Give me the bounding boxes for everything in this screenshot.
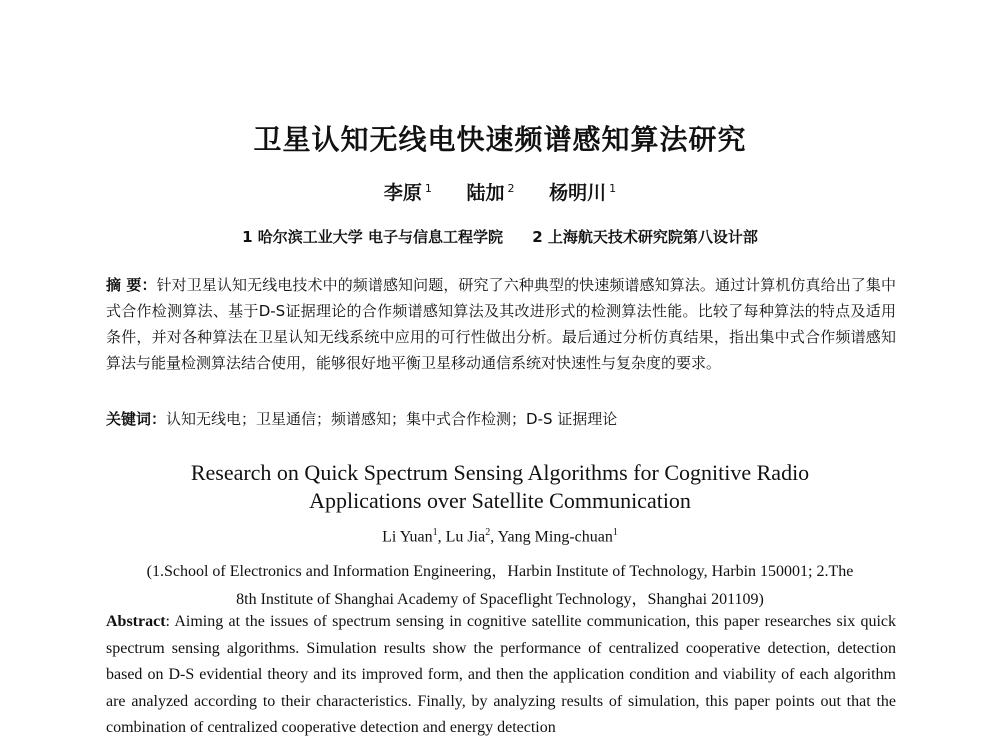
english-author: Lu Jia	[445, 528, 486, 546]
chinese-affiliation: 1 哈尔滨工业大学 电子与信息工程学院	[242, 228, 503, 246]
english-title-line: Research on Quick Spectrum Sensing Algorithms for Cognitive Radio	[190, 460, 810, 485]
chinese-title: 卫星认知无线电快速频谱感知算法研究	[253, 123, 747, 156]
english-author: Yang Ming-chuan	[497, 528, 613, 546]
chinese-author: 杨明川 $^1$	[549, 181, 617, 204]
chinese-affiliations	[0, 226, 1000, 247]
chinese-abstract-text: 针对卫星认知无线电技术中的频谱感知问题，研究了六种典型的快速频谱感知算法。通过计算机仿真给出了集中式合作检测算法、基于D-S证据理论的合作频谱感知算法及其改进形式的检测算法性能。比较了每种算法的特点及适用条件，并对各种算法在卫星认知无线系统中应用的可行性做出分析。最后通过分析仿真结果，指出集中式合作频谱感知算法与能量检测算法结合使用，能够很好地平衡卫星移动通信系统对快速性与复杂度的要求。	[106, 276, 896, 372]
english-author: Li Yuan	[382, 528, 433, 546]
english-affiliation-line: (1.School of Electronics and Information Engineering，Harbin Institute of Technology, Harbin 150001; 2.The	[146, 563, 854, 580]
english-title-line: Applications over Satellite Communication	[309, 488, 691, 513]
chinese-keywords-text: 认知无线电；卫星通信；频谱感知；集中式合作检测；D-S 证据理论	[166, 410, 618, 428]
english-abstract-text: : Aiming at the issues of spectrum sensing in cognitive satellite communication, this paper researches six quick spectrum sensing algorithms. Simulation results show the performance of centralized cooperative detection, detection based on D-S evidential theory and its improved form, and then the application condition and viability of each algorithm are analyzed according to their characteristics. Finally, by analyzing results of simulation, this paper points out that the combination of centralized cooperative detection and energy detection	[106, 613, 896, 736]
chinese-keywords	[106, 406, 896, 432]
english-abstract	[106, 609, 896, 742]
chinese-affiliation: 2 上海航天技术研究院第八设计部	[532, 228, 758, 246]
chinese-keywords-label: 关键词：	[106, 410, 167, 428]
english-affiliations	[90, 558, 910, 614]
english-title	[0, 459, 1000, 515]
english-affiliation-line: 8th Institute of Shanghai Academy of Spaceflight Technology，Shanghai 201109)	[236, 591, 764, 608]
chinese-abstract	[106, 272, 896, 376]
chinese-authors	[0, 178, 1000, 205]
chinese-abstract-label: 摘 要：	[106, 276, 157, 294]
english-authors: Li Yuan$^1$, Lu Jia$^2$, Yang Ming-chuan$^1$	[382, 527, 618, 546]
chinese-author: 陆加 $^2$	[466, 181, 515, 204]
chinese-author: 李原 $^1$	[383, 181, 432, 204]
english-abstract-label: Abstract	[106, 613, 166, 630]
